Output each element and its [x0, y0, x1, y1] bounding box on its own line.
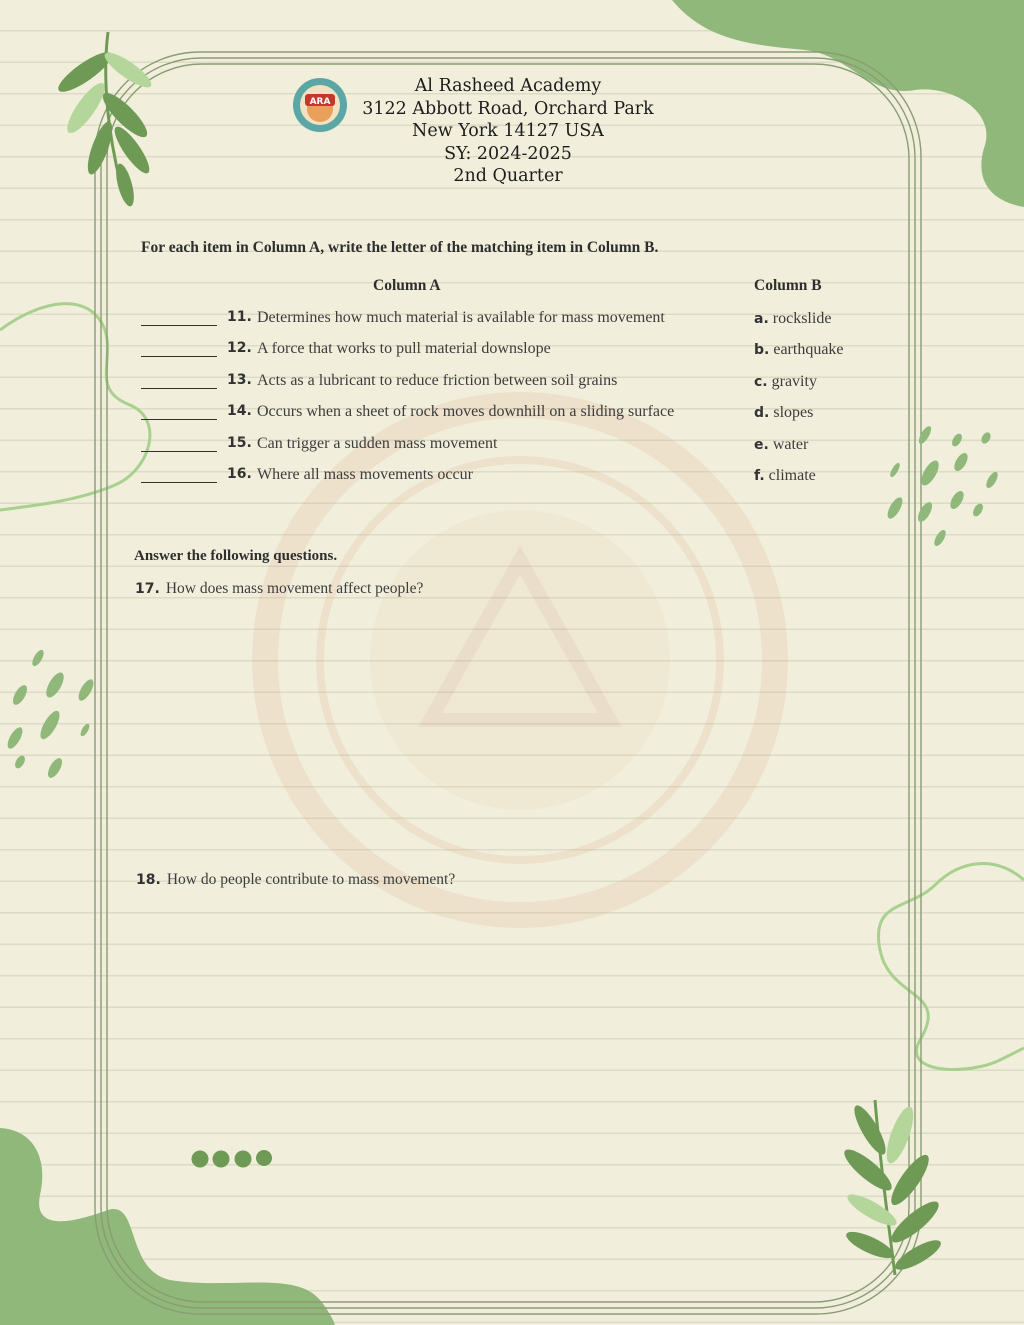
option-text: gravity	[771, 373, 817, 390]
column-b-title: Column B	[754, 277, 822, 294]
outline-blob-right	[878, 864, 1024, 1070]
item-number: 16.	[227, 466, 252, 482]
answer-blank-15[interactable]	[141, 451, 217, 452]
school-header	[280, 72, 740, 192]
question-text: How does mass movement affect people?	[165, 580, 424, 597]
item-text: Determines how much material is available for mass movement	[257, 309, 665, 326]
school-name: Al Rasheed Academy	[414, 76, 602, 96]
option-d	[754, 404, 813, 422]
logo-text: ARA	[309, 97, 331, 107]
question-18	[136, 871, 455, 889]
item-text: Where all mass movements occur	[257, 466, 473, 483]
item-number: 15.	[227, 435, 252, 451]
option-text: water	[772, 436, 809, 453]
answer-blank-13[interactable]	[141, 388, 217, 389]
leaf-dots-right	[885, 424, 1000, 547]
item-number: 11.	[227, 309, 252, 325]
option-f	[754, 467, 816, 485]
matching-item-14	[141, 403, 741, 427]
leaf-dots-left	[5, 648, 97, 780]
option-letter: c.	[754, 374, 768, 390]
option-letter: b.	[754, 342, 770, 358]
school-address-line1: 3122 Abbott Road, Orchard Park	[362, 98, 654, 119]
matching-instructions: For each item in Column A, write the letter of the matching item in Column B.	[141, 239, 659, 256]
option-b	[754, 341, 844, 359]
leaf-branch-top-left	[54, 32, 156, 208]
leaf-branch-bottom-right	[839, 1100, 944, 1275]
decorative-dots-bottom	[192, 1150, 273, 1168]
matching-item-12	[141, 340, 741, 364]
question-text: How do people contribute to mass movement?	[166, 871, 456, 888]
column-a-title: Column A	[373, 277, 441, 294]
option-c	[754, 373, 817, 391]
option-text: slopes	[773, 404, 814, 421]
option-letter: e.	[754, 437, 769, 453]
quarter: 2nd Quarter	[453, 166, 563, 186]
option-letter: a.	[754, 311, 769, 327]
outline-blob-left	[0, 304, 150, 510]
item-number: 14.	[227, 403, 252, 419]
item-text: Can trigger a sudden mass movement	[257, 435, 498, 452]
option-e	[754, 436, 808, 454]
item-number: 12.	[227, 340, 252, 356]
option-text: earthquake	[773, 341, 844, 358]
questions-instructions: Answer the following questions.	[134, 548, 338, 564]
item-text: Occurs when a sheet of rock moves downhill on a sliding surface	[257, 403, 675, 420]
answer-blank-11[interactable]	[141, 325, 217, 326]
option-text: rockslide	[772, 310, 832, 327]
option-text: climate	[768, 467, 816, 484]
answer-blank-14[interactable]	[141, 419, 217, 420]
question-17	[135, 580, 423, 598]
option-letter: d.	[754, 405, 770, 421]
school-address-line2: New York 14127 USA	[412, 121, 604, 141]
matching-item-15	[141, 435, 741, 459]
matching-item-11	[141, 309, 741, 333]
item-text: A force that works to pull material downslope	[257, 340, 551, 357]
item-number: 13.	[227, 372, 252, 388]
matching-item-16	[141, 466, 741, 490]
answer-blank-16[interactable]	[141, 482, 217, 483]
option-letter: f.	[754, 468, 765, 484]
item-text: Acts as a lubricant to reduce friction between soil grains	[257, 372, 618, 389]
school-year: SY: 2024-2025	[444, 143, 572, 164]
question-number: 18.	[136, 872, 161, 888]
matching-item-13	[141, 372, 741, 396]
option-a	[754, 310, 831, 328]
answer-blank-12[interactable]	[141, 356, 217, 357]
question-number: 17.	[135, 581, 160, 597]
